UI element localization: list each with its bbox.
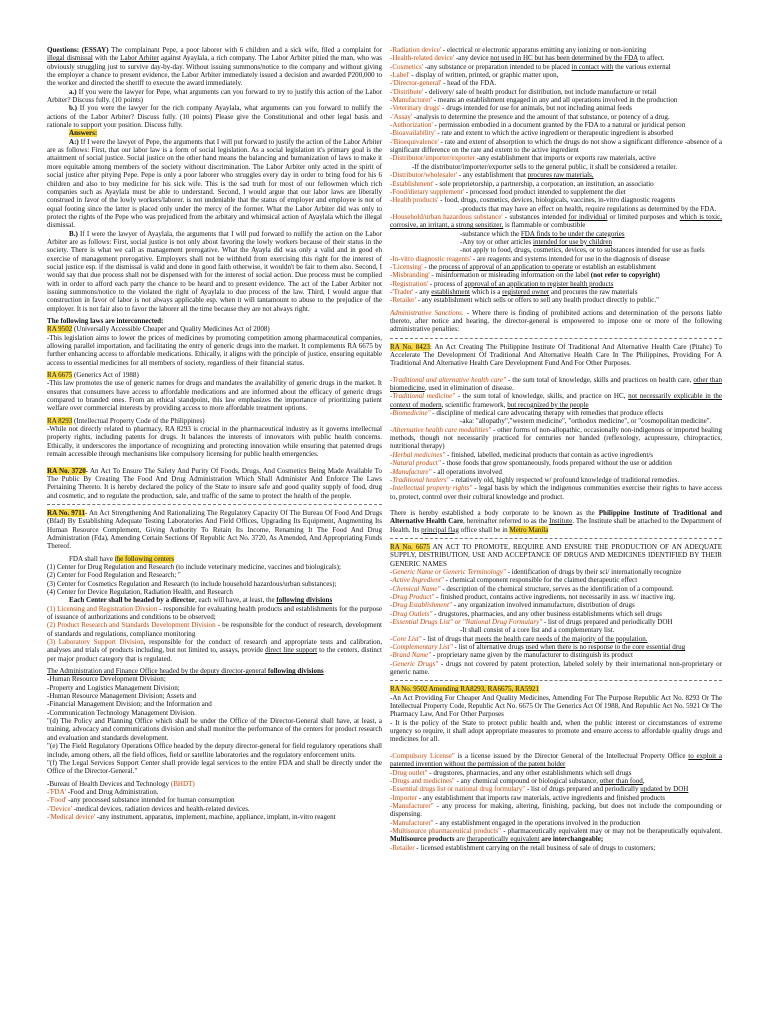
definition-item: -'Director-general' - head of the FDA.: [390, 79, 497, 88]
center-item: (1) Center for Drug Regulation and Research (to include veterinary medicine, vaccines and biologicals);: [47, 562, 341, 571]
health-products-continued: -products that may have an effect on health, require regulations as determined by the FDA.: [460, 204, 717, 213]
retailer-definition: -Retailer - licensed establishment carrying on the retail business of sale of drugs to customers;: [390, 843, 656, 852]
admin-item: -Property and Logistics Management Division;: [47, 683, 180, 692]
distributor-continued: -If the distributor/importer/exporter sells to the general public, it shall be considered a retailer.: [412, 162, 678, 171]
definition-item: -'Distribute' - delivery/ sale of health product for distribution, not include manufacture or retail: [390, 87, 657, 96]
ra8293-heading: RA 8293 (Intellectual Property Code of the Philippines): [47, 416, 205, 425]
administrative-sanctions: Administrative Sanctions. - Where there is finding of prohibited actions and determination of the persons liable thereto, after notice and hearing, the director-general is empowered to impose one or more of the following administrative penalties:: [390, 308, 722, 334]
definition-item: -Label' - display of written, printed, or graphic matter upon,: [390, 71, 559, 80]
drug-outlet-definition: -Drug outlet" - drugstores, pharmacies, and any other establishments which sell drugs: [390, 768, 632, 777]
definition-item: -Distributor/importer/exporter -any establishment that imports or exports raw materials, active: [390, 154, 656, 163]
definition-item: -Distributor/wholesaler' - any establishment that procures raw materials,: [390, 171, 594, 180]
definition-item: -'Bioequivalence' - rate and extent of absorption to which the drugs do not show a significant difference -absence of a significant difference on the rate and extent to the active ingredient: [390, 137, 722, 155]
healers-definition: -Traditional healers" - relatively old, highly respected w/ profound knowledge of traditional remedies.: [390, 475, 680, 484]
definition-item: -Bioavailability' - rate and extent to which the active ingredient or therapeutic ingredient is absorbed: [390, 129, 674, 138]
divider: [47, 504, 382, 505]
edl-continued: -It shall consist of a core list and a complementary list.: [460, 626, 615, 635]
importer-definition: -Importer - any establishment that imports raw materials, active ingredients and finished products: [390, 793, 665, 802]
definition-item: -'Trader' - any establishment which is a registered owner and procures the raw materials: [390, 287, 638, 296]
question-b: b.) If you were the lawyer for the rich company Ayaylala, what arguments can you forward to nullify the actions of the Labor Arbiter? Discuss fully. (10 points) Please give the Constitutional and other legal basis and rationale to support your position. Discuss fully.: [47, 104, 382, 130]
definition-item: -Drug Product" - finished product, contains active ingredients, not necessarily in ass. w/ inactive ing.: [390, 592, 676, 601]
generic-drugs-definition: -Generic Drugs" - drugs not covered by patent protection, labeled solely by their international non-proprietary or generic name.: [390, 659, 722, 677]
definition-item: -Household/urban hazardous substance' - substances intended for individual or limited purposes and which is toxic, corrosive, an irritant, a strong sensitizer, is flammable or combustible: [390, 212, 723, 230]
admin-item: -Communication Technology Management Division.: [47, 708, 196, 717]
definitions-list-1: [390, 46, 722, 305]
definition-item: -Manufacturer' - means an establishment engaged in any and all operations involved in the production: [390, 96, 678, 105]
definition-item: -Drug Outlets" - drugstores, pharmacies, and any other business establishments which sell drugs: [390, 609, 662, 618]
definition-item: -Radiation device' - electrical or electronic apparatus emitting any ionizing or non-ionizing: [390, 46, 647, 54]
manufacture-definition: -Manufacture" - all operations involved: [390, 467, 502, 476]
question-a: a.) If you were the lawyer for Pepe, what arguments can you forward to try to justify this action of the Labor Arbiter? Discuss fully. (10 points): [47, 87, 382, 105]
def-medical-device: -'Medical device' -any instrument, apparatus, implement, machine, appliance, implant, in-vitro reagent: [47, 812, 336, 821]
core-list-definition: -Core List" - list of drugs that meets the health care needs of the majority of the population.: [390, 634, 648, 643]
definition-item: -'Licensing' - the process of approval of an application to operate or establish an establishment: [390, 262, 656, 271]
definition-item: -Active Ingredient" - chemical component responsible for the claimed therapeutic effect: [390, 576, 638, 585]
center-head: Each Center shall be headed by a director, each will have, at least, the following divisions: [69, 596, 333, 605]
divider: [390, 680, 722, 681]
definition-item: -Essential Drugs List" or "National Drug Formulary" - list of drugs prepared and periodically DOH: [390, 618, 673, 626]
definition-item: -'Assay' -analysis to determine the presence and the amount of that substance, or potency of a drug.: [390, 112, 670, 121]
division-item: (2) Product Research and Standards Development Division - be responsible for the conduct of research, development of standards and regulations, compliance monitoring: [47, 621, 382, 638]
definition-item: -Retailer' - any establishment which sells or offers to sell any health product directly to public.": [390, 296, 659, 305]
definition-item: -Health-related device' -any device not used in HC but has been determined by the FDA to affect.: [390, 54, 665, 63]
definition-item: -Registration' - process of approval of an application to register health products: [390, 279, 614, 288]
def-fda: -'FDA' -Food and Drug Administration.: [47, 787, 159, 796]
interconnected-heading: The following laws are interconnected:: [47, 317, 164, 325]
ra9502-text: -This legislation aims to lower the prices of medicines by promoting competition among pharmaceutical companies, allowing parallel importation, and facilitating the entry of generic drugs into the market. It complements RA 6675 by further enhancing access to affordable medications. Ethically, it aligns with the principle of justice, ensuring equitable access to essential medicines for all members of society, regardless of their financial status.: [47, 333, 382, 367]
divider: [390, 338, 722, 339]
ipr-definition: -Intellectual property rights" - legal basis by which the indigenous communities exercise their rights to have access to, protect, control over their cultural knowledge and product.: [390, 484, 723, 501]
tah-definition: -Traditional and alternative health care" - the sum total of knowledge, skills and practices on health care, other than biomedicine, used in elimination of disease.: [390, 375, 723, 393]
complementary-list-definition: -Complementary List" - list of alternative drugs used when there is no response to the core essential drug: [390, 643, 686, 652]
legal-services-center: "(f) The Legal Services Support Center shall provide legal services to the entire FDA and shall be directly under the Office of the Director-General.": [47, 758, 382, 776]
ra9502-policy: - It is the policy of the State to protect public health and, when the public interest or circumstances of extreme urgency so require, it shall adopt appropriate measures to promote and ensure access to affordable quality drugs and medicines for all.: [390, 718, 722, 744]
ra9502-amending-heading: RA No. 9502 Amending RA8293, RA6675, RA5921: [390, 685, 539, 694]
manufacturer-definition: -Manufacturer" - any process for making, altering, finishing, packing, but does not include the compounding or dispensing.: [390, 801, 722, 819]
definition-item: -Generic Name or Generic Terminology" - identification of drugs by their sci/ internationally recognize: [390, 567, 682, 576]
hazardous-sub-item: -Any toy or other articles intended for use by children: [460, 237, 613, 246]
drugs-medicines-definition: -Drugs and medicines" - any chemical compound or biological substance, other than food,: [390, 776, 645, 785]
definition-item: -Drug Establishment" - any organization involved inmanufacture, distribution of drugs: [390, 601, 635, 610]
admin-item: -Human Resource Management Division; Assets and: [47, 692, 197, 701]
def-food: -'Food' -any processed substance intended for human consumption: [47, 796, 235, 805]
center-item: (3) Center for Cosmetics Regulation and Research (to include household hazardous/urban substances);: [47, 579, 337, 588]
ra8293-text: -While not directly related to pharmacy, RA 8293 is crucial in the pharmaceutical industry as it governs intellectual property rights, including patents for drugs. It balances the interests of innovators with public health concerns. Ethically, it underscores the importance of recognizing and protecting innovation while ensuring that patented drugs remain accessible through mechanisms like compulsory licensing for public health emergencies.: [47, 425, 382, 459]
multisource-definition: -Multisource pharmaceutical products" - pharmaceutically equivalent may or may not be therapeutically equivalent. Multisource products are therapeutically equivalent are interchangeable;: [390, 826, 723, 844]
policy-planning-office: "(d) The Policy and Planning Office which shall be under the Office of the Director-General shall have, at least, a training, advocacy and communications division and shall monitor the performance of the centers for product research and evaluation and standards development.: [47, 717, 382, 742]
herbal-definition: -Herbal medicines" - finished, labelled, medicinal products that contain as active ingredient/s: [390, 450, 654, 459]
admin-finance-heading: The Administration and Finance Office headed by the deputy director-general following divisions: [47, 667, 324, 676]
pitahc-paragraph: There is hereby established a body corporate to be known as the Philippine Institute of Traditional and Alternative Health Care, hereinafter referred to as the Institute. The Institute shall be attached to the Department of Health. Its principal flag office shall be in Metro Manila: [390, 508, 723, 534]
biomedicine-definition: -Biomedicine" - discipline of medical care advocating therapy with remedies that produce effects: [390, 409, 664, 418]
division-item: (1) Licensing and Registration Divsion - responsible for evaluating health products and establishments for the purpose of issuance of authorizations and conditions to be observed;: [47, 604, 382, 621]
admin-item: -Human Resource Development Division;: [47, 675, 166, 684]
def-device: -'Device' -medical devices, radiation devices and health-related devices.: [47, 804, 250, 813]
essay-question: Questions: (ESSAY) The complainant Pepe, a poor laborer with 6 children and a sick wife, filed a complaint for illegal dismissal with the Labor Arbiter against Ayaylala, a rich company. The Labor Arbiter pitied the man, who was obviously struggling just to survive day-by-day. Without issuing summons/notice to the company and without giving the employer a chance to present evidence, the Labor Arbiter immediately issued a decision and awarded P200,000 to the worker and directed the sheriff to execute the award immediately.: [47, 46, 383, 88]
answers-heading: Answers:: [69, 129, 98, 138]
hazardous-sub-item: -not apply to food, drugs, cosmetics, devices, or to substances intended for use as fuels: [460, 246, 705, 255]
definition-item: -Authorization' - permission embodied in a document granted by the FDA to a natural or juridical person: [390, 121, 686, 130]
definition-item: -Cosmetics' -any substance or preparation intended to be placed in contact with the various external: [390, 62, 671, 71]
edl2-definition: -Essential drugs list or national drug formulary" - list of drugs prepared and periodically updated by DOH: [390, 785, 689, 794]
biomedicine-aka: -aka: "allopathy","western medicine", "orthodox medicine", or "cosmopolitan medicine".: [460, 417, 712, 426]
hazardous-sub-item: -substance which the FDA finds to be under the categories: [460, 229, 625, 238]
division-item: (3) Laboratory Support Division, responsible for the conduct of research and appropriate tests and calibration, analyses and trials of products including, but not limited to, assays, provide direct line support to the centers, distinct per major product category that is regulated.: [47, 638, 382, 663]
definition-item: -In-vitro diagnostic reagents' - are reagents and systems intended for use in the diagnosis of disease: [390, 254, 670, 263]
traditional-medicine-definition: -Traditional medicine" - the sum total of knowledge, skills, and practice on HC, not necessarily explicable in the context of modern, scientific framework, but recognized by the people: [390, 392, 722, 409]
definition-item: -Food/dietary supplement' - processed food product intended to supplement the diet: [390, 187, 626, 196]
manufacturer-definition-2: -Manufacturer" - any establishment engaged in the operations involved in the production: [390, 818, 641, 827]
definition-item: -Chemical Name" - description of the chemical structure, serves as the identification of a compound.: [390, 584, 674, 593]
definition-item: -Veterinary drugs' - drugs intended for use for animals, but not including animal feeds: [390, 104, 632, 113]
field-regulatory-office: "(e) The Field Regulatory Operations Office headed by the deputy director-general for field regulatory operations shall include, among others, all the field offices, field or satellite laboratories and the regulatory enforcement units.: [47, 742, 382, 759]
ra6675-text: -This law promotes the use of generic names for drugs and mandates the availability of generic drugs in the market. It ensures that consumers have access to affordable medications and are informed about the efficacy of generic drugs compared to branded ones. From an ethical standpoint, this law emphasizes the importance of prioritizing patient welfare over commercial interests by providing access to more affordable treatment options.: [47, 379, 382, 413]
ra8423-block: RA No. 8423: An Act Creating The Philippine Institute Of Traditional And Alternative Health Care (Pitahc) To Accelerate The Development Of Traditional And Alternative Health Care In The Philippines, Providing For A Traditional And Alternative Health Care Development Fund And For Other Purposes.: [390, 342, 722, 368]
natural-product-definition: -Natural product" - those foods that grow spontaneously, foods prepared without the use or addition: [390, 459, 672, 468]
definition-item: -Health products' - food, drugs, cosmetics, devices, biologicals, vaccines, in-vitro diagnostic reagents: [390, 196, 676, 205]
ra6675-heading: RA 6675 (Generics Act of 1988): [47, 371, 139, 380]
bhdt-line: -Bureau of Health Devices and Technology (BHDT): [47, 779, 195, 788]
questions-label: Questions: (ESSAY): [47, 46, 109, 54]
ra9502-amending-text: -An Act Providing For Cheaper And Quality Medicines, Amending For The Purpose Republic Act No. 8293 Or The Intellectual Property Code, Republic Act No. 6675 Or The Generics Act Of 1988, And Republic Act No. 5921 Or The Pharmacy Law, And For Other Purposes: [390, 693, 722, 719]
center-item: (4) Center for Device Regulation, Radiation Health, and Research: [47, 587, 233, 596]
compulsory-license-definition: -Compulsory License" is a license issued by the Director General of the Intellectual Property Office to exploit a patented invention without the permission of the patent holder: [390, 751, 722, 769]
ra9711-block: RA No. 9711- An Act Strengthening And Rationalizing The Regulatory Capacity Of The Bureau Of Food And Drugs (Bfad) By Establishing Adequate Testing Laboratories And Field Offices, Upgrading Its Equipment, Augmenting Its Human Resource Complement, Giving Authority To Retain Its Income, Renaming It The Food And Drug Administration (Fda), Amending Certain Sections Of Republic Act No. 3720, As Amended, And Appropriating Funds Thereof.: [47, 508, 382, 551]
ra3720-block: RA No. 3720- An Act To Ensure The Safety And Purity Of Foods, Drugs, And Cosmetics Being Made Available To The Public By Creating The Food And Drug Administration Which Shall Administer And Enforce The Laws Pertaining Thereto. It is hereby declared the policy of the State to insure safe and good quality supply of food, drug and cosmetic, and to regulate the production, sale, and traffic of the same to protect the health of the people.: [47, 466, 383, 500]
left-column: [47, 46, 382, 821]
definition-item: -Establishment' - sole proprietorship, a partnership, a corporation, an institution, an associatio: [390, 179, 654, 188]
ra9502-heading: RA 9502 (Universally Accessible Cheaper and Quality Medicines Act of 2008): [47, 325, 270, 334]
answer-b: B.) If I were the lawyer of Ayaylala, the arguments that I will pud forward to nullify the action on the Labor Arbiter are as follows: First, social justice is not only about favoring the lowly workers because of their status in the society. There is what we call as management prerogative. What the Ayayla did was only a valid and in good eh exercise of management prerogative. Employers shall not be withheld from exercising this right for the interest of social justice esp. if the dismissal is valid and done in good faith otherwise, it wouldn't be fair to them also. Second, I would say that due process shall not be dispensed with for the interest of social action. Due process must be complied with in order to afford each party the chance to be heard and to present evidence. The act of the Laber Arbiter not issuing summons/notice to the violated the right of Ayaylala to due process of the law. Third, I would argue that construction in favor of labor is not always applicable esp. when it will tantamount to abuse to the prejudice of the employer. It is not fair also to favor the laborer all the time because they are not always right.: [47, 229, 382, 313]
center-item: (2) Center for Food Regulation and Research; ": [47, 571, 181, 580]
admin-item: -Financial Management Division; and the Information and: [47, 700, 212, 709]
right-column: [390, 46, 722, 852]
brand-name-definition: -Brand Name" - proprietary name given by the manufacturer to distinguish its product: [390, 651, 633, 660]
answer-a: A:) If I were the lawyer of Pepe, the arguments that I will put forward to justify the action of the Labor Arbiter are as follows: First, that our labor law is a form of social legislation. As a social legislation it's primary goal is the attainment of social justice. Social justice on the other hand means the balancing and humanization of laws to make it more equitable among members of the society without discrimination. The Labor Arbiter only acted in the spirit of social justice after pitying Pepe. Pepe is only a poor laborer who struggles every day in order to bring food for his 6 children and also to buy medicine for his sick wife. This is the sad truth for most of our fellowmen which rich companies such as Ayaylala must be able to understand. Second, I would argue that our labor laws are liberally construed in favor of the lowly workers/laborer. is not undeniable that the status of employer and employee is not of equal footing since the latter is placed only under the mercy of the former. What the Labor Arbiter did was only to protect the rights of the Pepe who was prejudiced from the arbitary and whimsical action of Ayaylala which the illegal dismissal.: [47, 137, 382, 230]
alternative-modalities-definition: -Alternative health care modalities" - other forms of non-allopathic, occasionally non-indigenous or imported healing methods, though not necessarily practiced for centuries nor handed (reflexology, acupressure, chiropractics, nutritional therapy): [390, 425, 722, 451]
divider: [390, 538, 722, 539]
definition-item: -Misbranding' - misinformation or misleading information on the label (not refer to copyright): [390, 271, 660, 280]
fda-centers-heading: FDA shall have the following centers: [69, 554, 175, 563]
ra6675-act-block: RA No. 6675 AN ACT TO PROMOTE, REQUIRE AND ENSURE THE PRODUCTION OF AN ADEQUATE SUPPLY, DISTRIBUTION, USE AND ACCEPTANCE OF DRUGS AND MEDICINES IDENTIFIED BY THEIR GENERIC NAMES: [390, 542, 722, 568]
